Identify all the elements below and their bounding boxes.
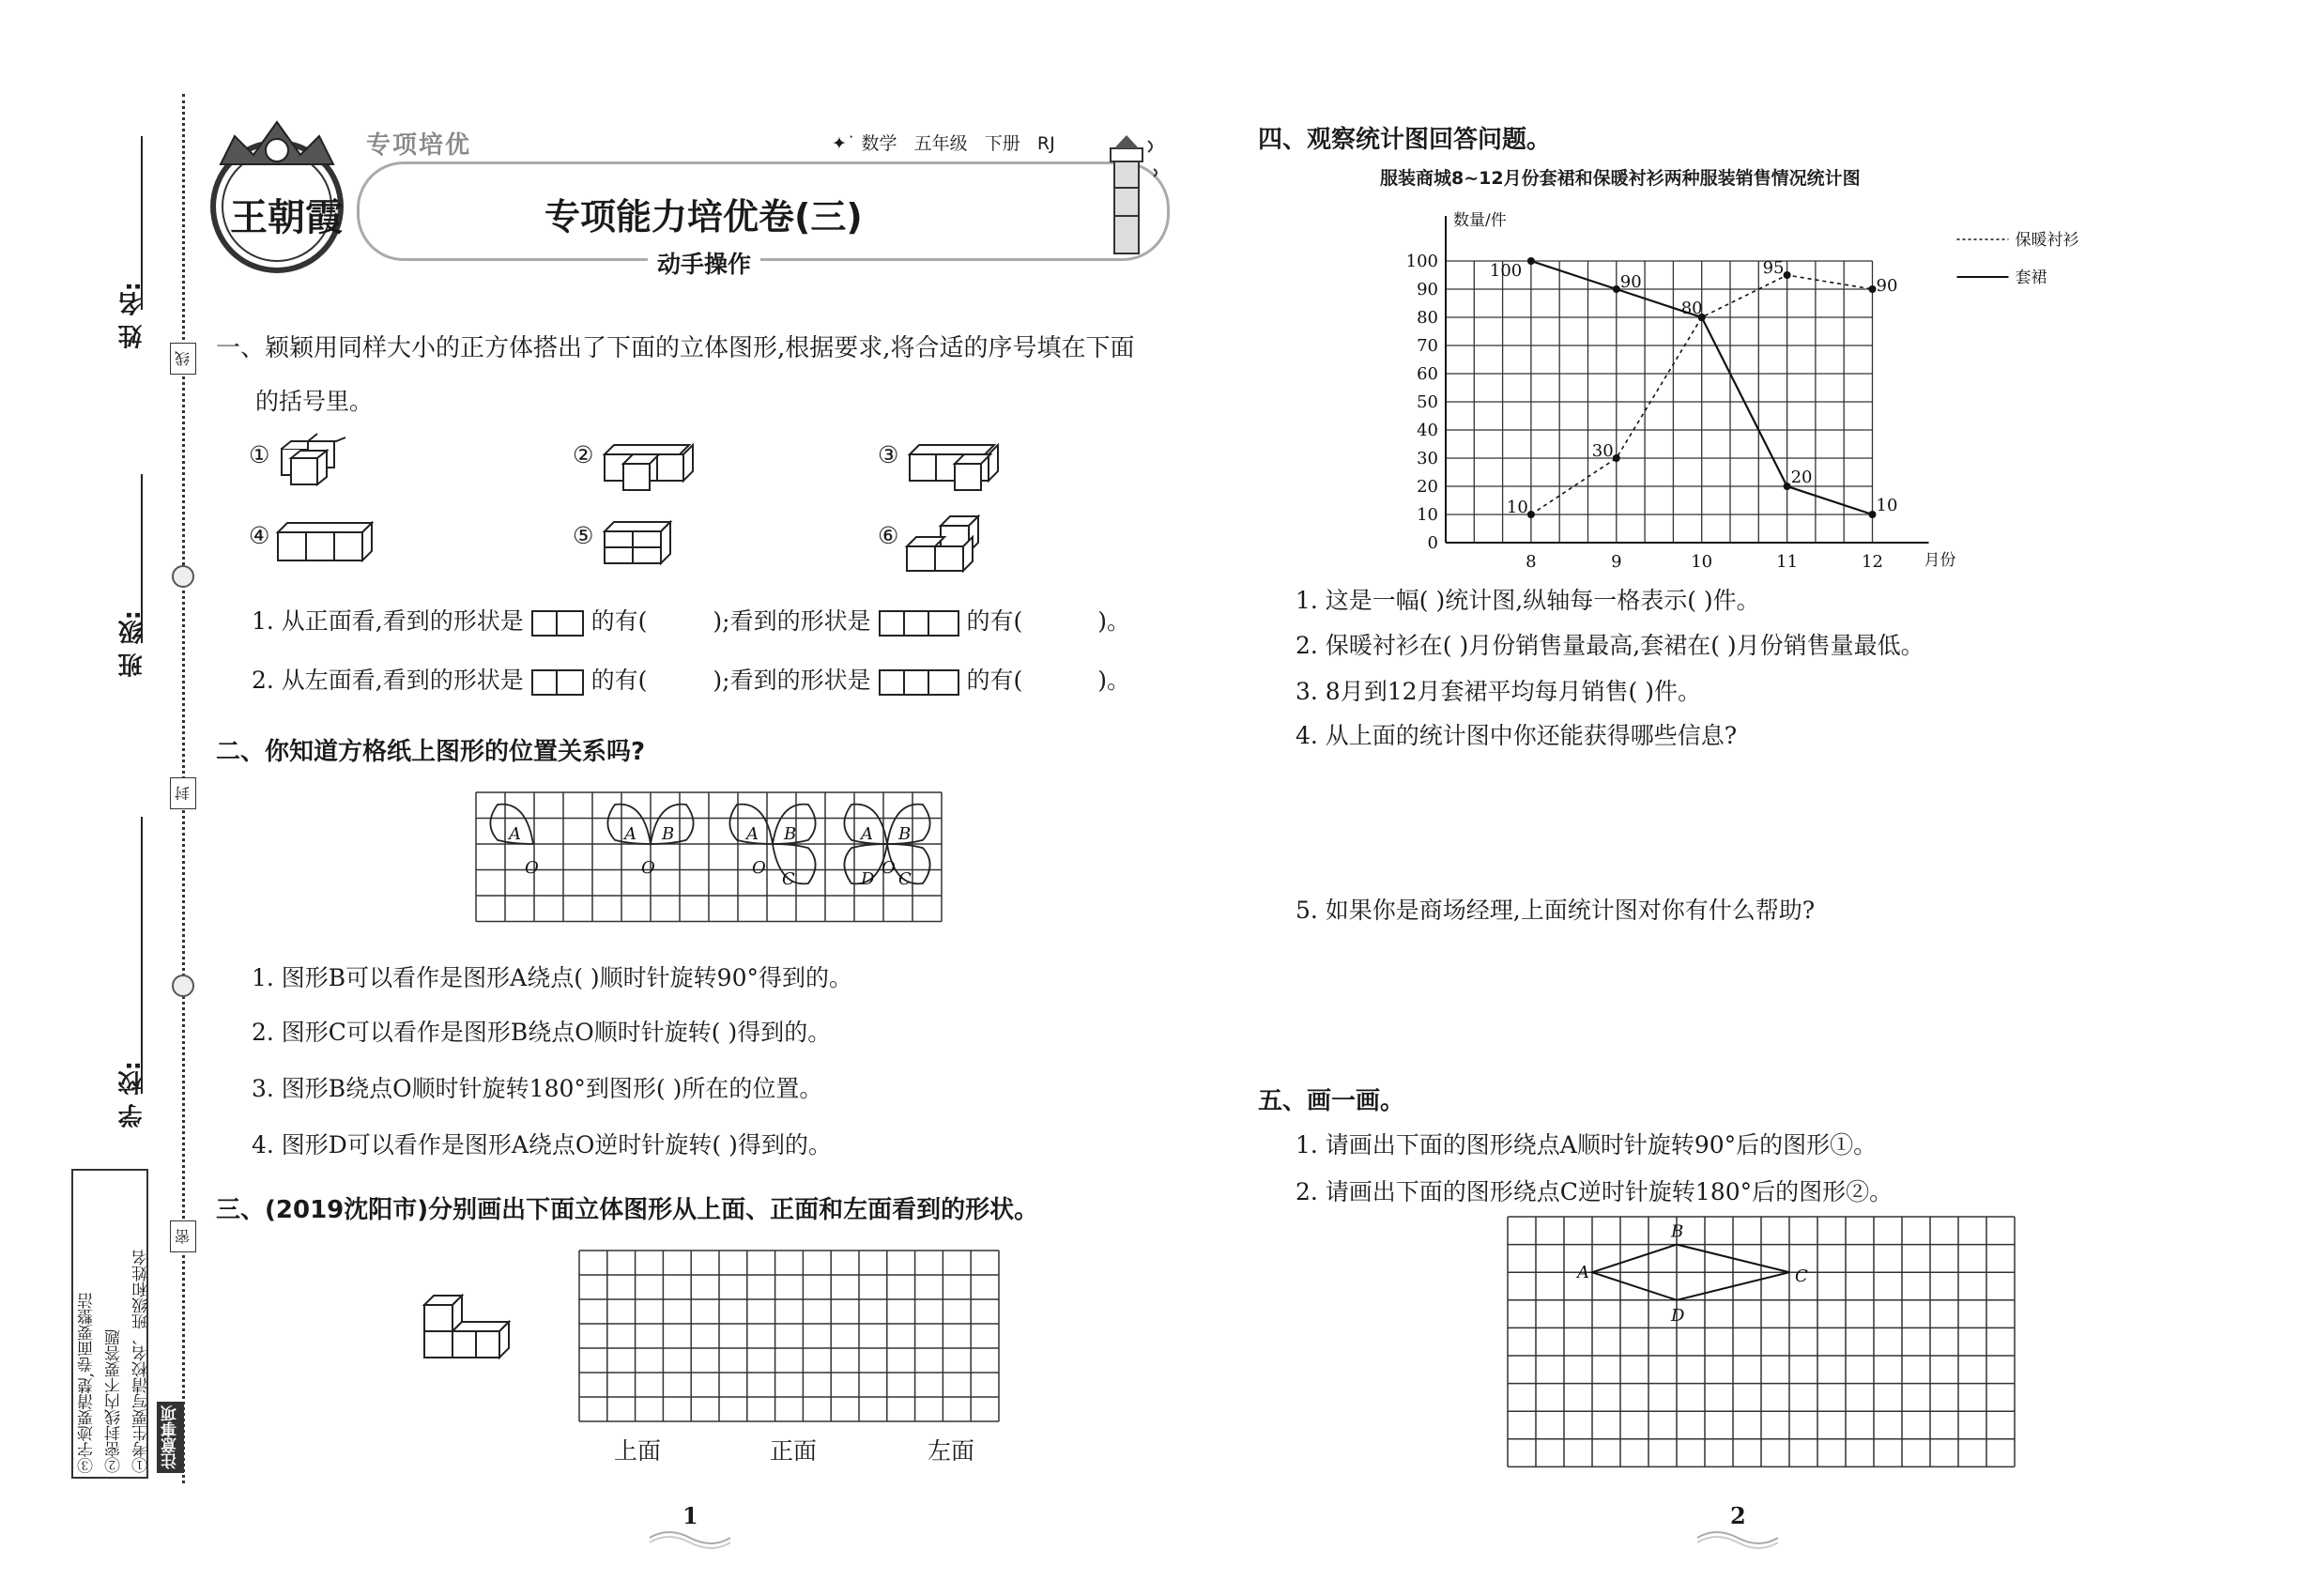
label-O: O (525, 858, 539, 878)
figure-label-1: ① (249, 441, 270, 468)
y-tick-label: 50 (1417, 392, 1438, 412)
s1-question-2: 2. 从左面看,看到的形状是 的有( );看到的形状是 的有( )。 (252, 667, 1131, 694)
cube-figure-3 (906, 437, 1009, 494)
y-tick-label: 40 (1417, 421, 1438, 440)
data-label: 10 (1506, 498, 1528, 517)
notice-title: 注意事项 (157, 1402, 184, 1473)
y-tick-label: 0 (1427, 533, 1438, 553)
page-title: 专项能力培优卷(三) (544, 196, 863, 238)
lighthouse-icon (1094, 131, 1169, 263)
s4-question-1: 1. 这是一幅( )统计图,纵轴每一格表示( )件。 (1296, 587, 1760, 614)
view-label-left: 左面 (928, 1437, 975, 1465)
notice-item-2: ②密封线内不要答题 (105, 1329, 124, 1473)
s2-question-2: 2. 图形C可以看作是图形B绕点O顺时针旋转( )得到的。 (252, 1019, 832, 1046)
x-tick-label: 9 (1611, 552, 1622, 572)
meta-volume: 下册 (984, 133, 1020, 154)
view-label-top: 上面 (614, 1437, 662, 1465)
data-label: 90 (1876, 276, 1898, 296)
footer-wave-icon (1695, 1528, 1780, 1547)
x-tick-label: 8 (1526, 552, 1537, 572)
notice-box (71, 1169, 180, 1479)
section4-heading: 四、观察统计图回答问题。 (1258, 126, 1552, 154)
data-point (1613, 454, 1620, 462)
data-label: 90 (1619, 272, 1642, 292)
seal-dot-icon (172, 565, 194, 588)
s4-question-2: 2. 保暖衬衫在( )月份销售量最高,套裙在( )月份销售量最低。 (1296, 632, 1924, 659)
brand-logo-text: 王朝霞 (230, 195, 343, 239)
label-O: O (882, 858, 896, 878)
seal-feng: 封 (170, 777, 196, 809)
seal-mi: 密 (170, 1220, 196, 1252)
page-number-left: 1 (682, 1502, 698, 1529)
label-A: A (624, 824, 636, 844)
y-tick-label: 20 (1417, 477, 1438, 497)
s5-question-2: 2. 请画出下面的图形绕点C逆时针旋转180°后的图形②。 (1296, 1178, 1894, 1205)
y-axis-label: 数量/件 (1453, 211, 1507, 230)
series-tag: 专项培优 (366, 131, 472, 160)
meta-subject: 数学 (861, 133, 897, 154)
data-point (1869, 511, 1877, 518)
point-B: B (1671, 1221, 1684, 1242)
label-A: A (509, 824, 521, 844)
s4-question-3: 3. 8月到12月套裙平均每月销售( )件。 (1296, 678, 1701, 705)
data-label: 20 (1790, 468, 1813, 487)
line-chart (1380, 197, 2079, 573)
name-label: 姓 名: (118, 282, 146, 349)
cube-figure-4 (274, 519, 377, 566)
three-square-shape-icon (879, 610, 959, 637)
data-point (1527, 511, 1535, 518)
label-C: C (782, 869, 795, 889)
section2-heading: 二、你知道方格纸上图形的位置关系吗? (216, 738, 646, 766)
figure-label-5: ⑤ (573, 522, 594, 549)
label-C: C (898, 869, 912, 889)
class-label: 班 级: (118, 610, 146, 678)
page-number-right: 2 (1730, 1502, 1746, 1529)
figure-label-6: ⑥ (878, 522, 899, 549)
label-A: A (861, 824, 873, 844)
y-tick-label: 60 (1417, 364, 1438, 384)
s4-question-5: 5. 如果你是商场经理,上面统计图对你有什么帮助? (1296, 897, 1816, 924)
s1-question-1: 1. 从正面看,看到的形状是 的有( );看到的形状是 的有( )。 (252, 607, 1131, 635)
point-D: D (1671, 1305, 1685, 1326)
s5-question-1: 1. 请画出下面的图形绕点A顺时针旋转90°后的图形①。 (1296, 1131, 1878, 1159)
s2-question-4: 4. 图形D可以看作是图形A绕点O逆时针旋转( )得到的。 (252, 1131, 832, 1159)
legend-label-skirt: 套裙 (2015, 269, 2047, 287)
drawing-grid[interactable] (577, 1249, 1002, 1424)
y-tick-label: 100 (1405, 252, 1438, 271)
point-A: A (1577, 1263, 1589, 1283)
x-tick-label: 11 (1776, 552, 1799, 572)
data-label: 95 (1762, 258, 1785, 278)
data-label: 80 (1680, 299, 1703, 318)
s4-question-4: 4. 从上面的统计图中你还能获得哪些信息? (1296, 722, 1738, 749)
footer-wave-icon (648, 1528, 732, 1547)
y-tick-label: 90 (1417, 280, 1438, 299)
section1-heading-cont: 的括号里。 (255, 388, 374, 415)
y-tick-label: 70 (1417, 336, 1438, 356)
label-B: B (898, 824, 912, 844)
label-B: B (662, 824, 675, 844)
s2-question-3: 3. 图形B绕点O顺时针旋转180°到图形( )所在的位置。 (252, 1075, 823, 1102)
s2-question-1: 1. 图形B可以看作是图形A绕点( )顺时针旋转90°得到的。 (252, 964, 852, 991)
data-label: 10 (1876, 496, 1898, 515)
y-tick-label: 10 (1417, 505, 1438, 525)
view-label-front: 正面 (770, 1437, 818, 1465)
cube-figure-2 (601, 437, 704, 494)
legend-label-shirt: 保暖衬衫 (2015, 231, 2079, 250)
data-point (1784, 483, 1791, 490)
three-square-shape-icon (879, 669, 959, 696)
rotation-drawing-grid[interactable] (1506, 1215, 2015, 1470)
section1-heading: 一、颖颖用同样大小的正方体搭出了下面的立体图形,根据要求,将合适的序号填在下面 (216, 334, 1135, 362)
label-D: D (861, 869, 875, 889)
label-O: O (641, 858, 655, 878)
meta-edition: RJ (1036, 133, 1055, 154)
y-tick-label: 30 (1417, 449, 1438, 468)
notice-item-3: ③字迹要清楚,卷面要整洁 (78, 1292, 97, 1473)
school-line[interactable] (141, 817, 143, 1094)
y-tick-label: 80 (1417, 308, 1438, 328)
name-line[interactable] (141, 136, 143, 310)
school-label: 学 校: (118, 1061, 146, 1128)
x-axis-label: 月份 (1924, 551, 1956, 570)
cube-figure-5 (601, 514, 685, 571)
data-label: 30 (1591, 441, 1614, 461)
notice-item-1: ①考生要写清校名、班级和姓名 (132, 1250, 151, 1473)
seal-xian: 线 (170, 343, 196, 375)
class-line[interactable] (141, 474, 143, 643)
section3-heading: 三、(2019沈阳市)分别画出下面立体图形从上面、正面和左面看到的形状。 (216, 1196, 1039, 1224)
binding-margin (0, 0, 192, 1596)
data-point (1869, 285, 1877, 293)
cube-figure-1 (278, 437, 353, 494)
two-square-shape-icon (531, 610, 584, 637)
two-square-shape-icon (531, 669, 584, 696)
figure-label-3: ③ (878, 441, 899, 468)
chart-title: 服装商城8~12月份套裙和保暖衬衫两种服装销售情况统计图 (1380, 168, 1861, 189)
meta-info (832, 130, 1055, 155)
data-point (1784, 271, 1791, 279)
page-subtitle: 动手操作 (648, 246, 760, 280)
section5-heading: 五、画一画。 (1258, 1087, 1405, 1115)
x-tick-label: 10 (1691, 552, 1713, 572)
point-C: C (1795, 1266, 1808, 1287)
page-header (197, 113, 1173, 282)
data-label: 100 (1489, 261, 1523, 281)
data-point (1527, 257, 1535, 265)
label-O: O (752, 858, 766, 878)
seal-dot-icon (172, 974, 194, 997)
cube-figure-6 (903, 513, 997, 574)
solid-figure (421, 1294, 524, 1361)
meta-grade: 五年级 (913, 133, 968, 154)
figure-label-2: ② (573, 441, 594, 468)
data-point (1613, 285, 1620, 293)
figure-label-4: ④ (249, 522, 270, 549)
rotation-grid-figure (474, 790, 948, 924)
label-A: A (746, 824, 759, 844)
star-icon: ✦˙ (832, 133, 862, 154)
x-tick-label: 12 (1862, 552, 1883, 572)
label-B: B (784, 824, 797, 844)
